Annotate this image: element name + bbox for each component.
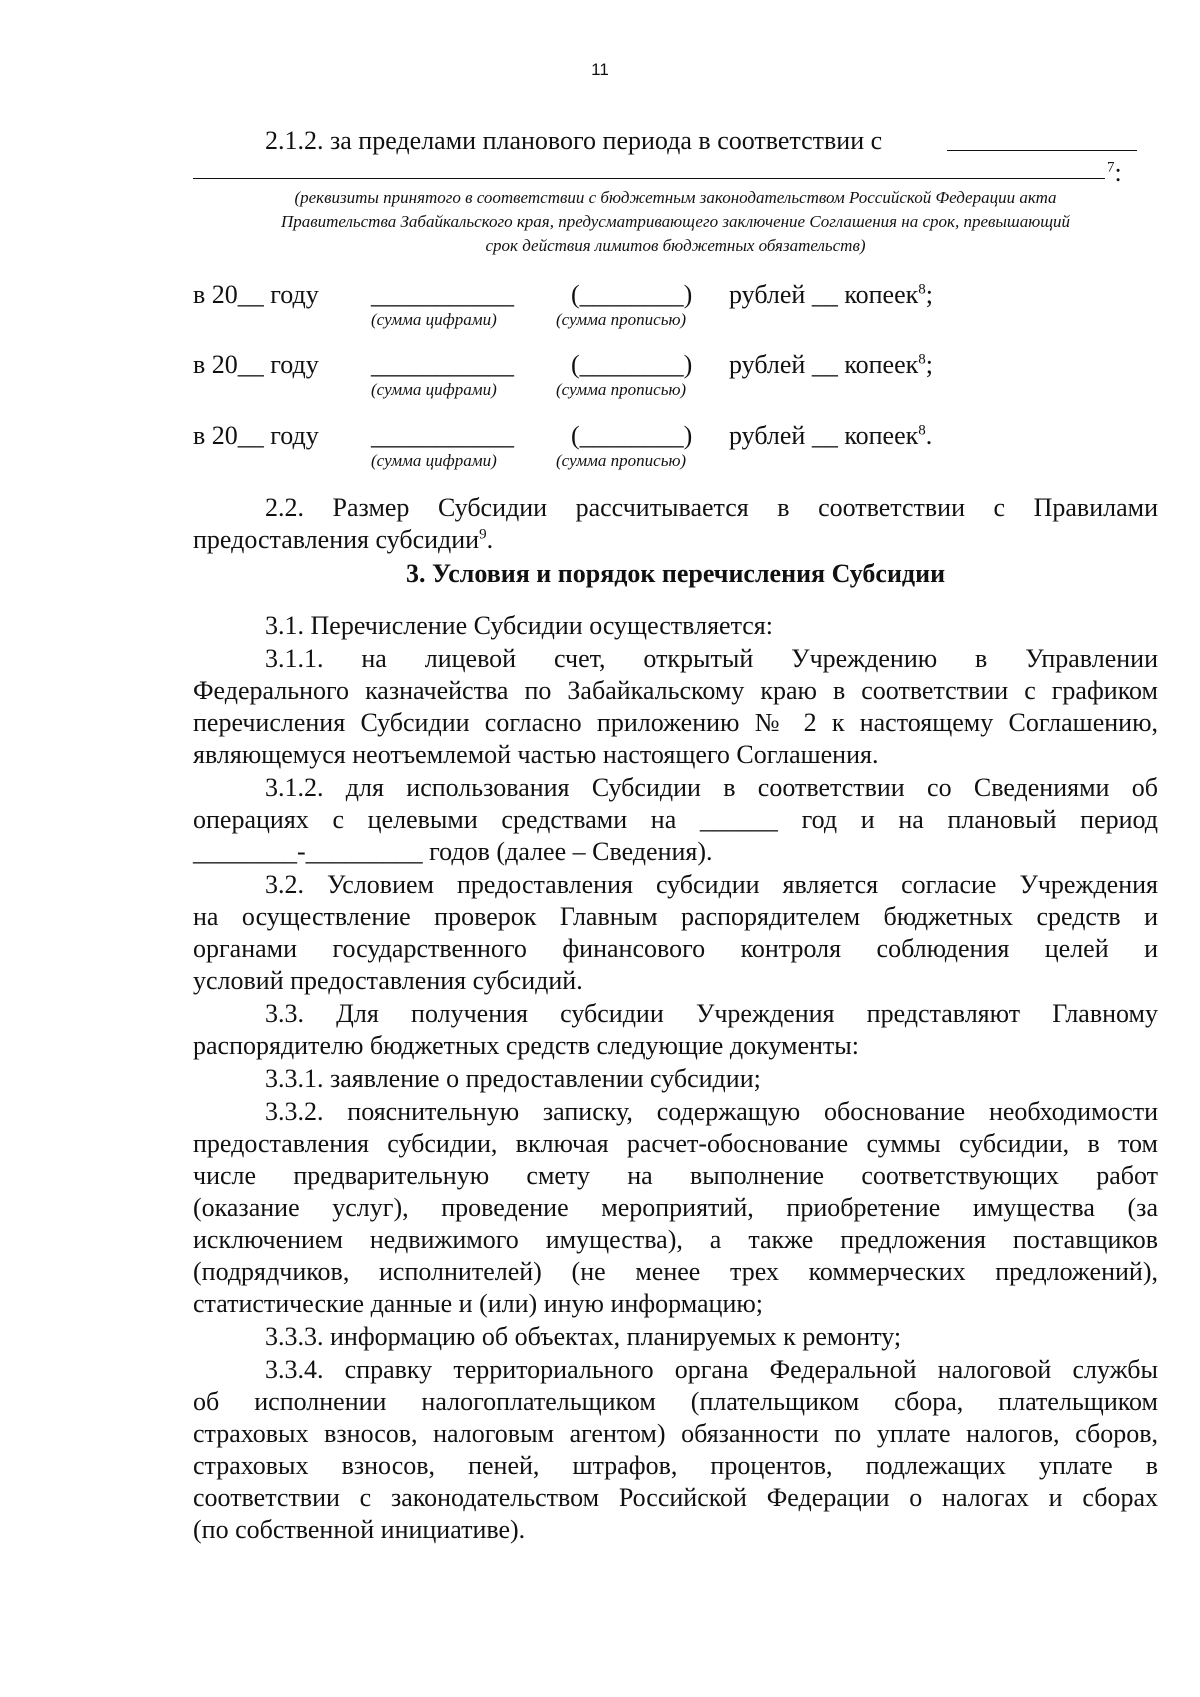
paragraph-3-2-line: на осуществление проверок Главным распорядителем бюджетных средств и bbox=[193, 902, 1158, 931]
paragraph-3-3-2-line: (подрядчиков, исполнителей) (не менее трех коммерческих предложений), bbox=[193, 1257, 1158, 1286]
paragraph-3-2-line: условий предоставления субсидий. bbox=[193, 966, 583, 995]
year-row-rubles bbox=[729, 280, 933, 310]
paragraph-3-1-2-line: 3.1.2. для использования Субсидии в соответствии со Сведениями об bbox=[265, 773, 1158, 802]
clause-2-1-2-ending bbox=[1107, 157, 1122, 189]
rubles-text: рублей __ копеек bbox=[729, 280, 919, 309]
year-row-1 bbox=[193, 280, 1158, 340]
reference-note-line-2: Правительства Забайкальского края, предусматривающего заключение Соглашения на срок, превышающий bbox=[280, 212, 1071, 231]
footnote-mark-9: 9 bbox=[479, 526, 487, 543]
year-row-end: ; bbox=[925, 350, 933, 379]
paragraph-2-2-end: . bbox=[486, 525, 494, 554]
paragraph-3-3-4-line: страховых взносов, налоговым агентом) обязанности по уплате налогов, сборов, bbox=[193, 1419, 1158, 1448]
paragraph-3-1-2-line: операциях с целевыми средствами на ______ год и на плановый период bbox=[193, 805, 1158, 834]
paragraph-3-1: 3.1. Перечисление Субсидии осуществляется: bbox=[265, 611, 773, 640]
footnote-mark-8: 8 bbox=[918, 351, 926, 368]
sum-words-caption: (сумма прописью) bbox=[556, 451, 687, 470]
paragraph-3-3-4-line: соответствии с законодательством Российской Федерации о налогах и сборах bbox=[193, 1483, 1158, 1512]
year-row-prefix: в 20__ году bbox=[193, 350, 319, 379]
paragraph-3-3-4-line: 3.3.4. справку территориального органа Федеральной налоговой службы bbox=[265, 1355, 1158, 1384]
paragraph-3-1-2-line: ________-_________ годов (далее – Сведения). bbox=[193, 837, 713, 866]
paragraph-3-3-4-line: (по собственной инициативе). bbox=[193, 1515, 526, 1544]
sum-words-blank: (________) bbox=[571, 421, 693, 450]
paragraph-3-1-1-line: Федерального казначейства по Забайкальскому краю в соответствии с графиком bbox=[193, 676, 1158, 705]
clause-2-1-2-text: 2.1.2. за пределами планового периода в соответствии с bbox=[265, 126, 883, 155]
paragraph-3-2-line: 3.2. Условием предоставления субсидии является согласие Учреждения bbox=[265, 870, 1158, 899]
reference-note bbox=[193, 186, 1158, 258]
sum-digits-caption: (сумма цифрами) bbox=[371, 380, 497, 399]
footnote-mark-7: 7 bbox=[1107, 159, 1115, 176]
sum-digits-blank: ___________ bbox=[371, 280, 514, 309]
paragraph-3-3-2-line: (оказание услуг), проведение мероприятий, приобретение имущества (за bbox=[193, 1193, 1158, 1222]
reference-note-line-1: (реквизиты принятого в соответствии с бюджетным законодательством Российской Федерации акта bbox=[294, 188, 1057, 207]
reference-blank-line bbox=[947, 150, 1137, 151]
sum-digits-caption: (сумма цифрами) bbox=[371, 451, 497, 470]
paragraph-3-3-2-line: числе предварительную смету на выполнение соответствующих работ bbox=[193, 1161, 1158, 1190]
paragraph-2-2-text: предоставления субсидии bbox=[193, 525, 480, 554]
year-row-3 bbox=[193, 421, 1158, 481]
paragraph-3-3-line: распорядителю бюджетных средств следующие документы: bbox=[193, 1031, 859, 1060]
clause-2-1-2-colon: : bbox=[1114, 158, 1122, 187]
paragraph-3-3-4-line: об исполнении налогоплательщиком (плательщиком сбора, плательщиком bbox=[193, 1387, 1158, 1416]
paragraph-3-3-2-line: предоставления субсидии, включая расчет-обоснование суммы субсидии, в том bbox=[193, 1129, 1158, 1158]
year-row-end: . bbox=[925, 421, 933, 450]
sum-words-caption: (сумма прописью) bbox=[556, 310, 687, 329]
sum-words-blank: (________) bbox=[571, 280, 693, 309]
paragraph-3-2-line: органами государственного финансового контроля соблюдения целей и bbox=[193, 934, 1158, 963]
sum-digits-blank: ___________ bbox=[371, 421, 514, 450]
paragraph-3-3-1: 3.3.1. заявление о предоставлении субсидии; bbox=[265, 1064, 761, 1093]
rubles-text: рублей __ копеек bbox=[729, 421, 919, 450]
year-row-rubles bbox=[729, 350, 933, 380]
paragraph-3-1-1-line: перечисления Субсидии согласно приложению № 2 к настоящему Соглашению, bbox=[193, 708, 1158, 737]
reference-full-line bbox=[193, 178, 1105, 179]
paragraph-3-3-4-line: страховых взносов, пеней, штрафов, процентов, подлежащих уплате в bbox=[193, 1451, 1158, 1480]
paragraph-3-3-2-line: статистические данные и (или) иную информацию; bbox=[193, 1289, 764, 1318]
year-row-end: ; bbox=[925, 280, 933, 309]
paragraph-3-3-2-line: 3.3.2. пояснительную записку, содержащую обоснование необходимости bbox=[265, 1097, 1158, 1126]
sum-words-caption: (сумма прописью) bbox=[556, 380, 687, 399]
year-row-prefix: в 20__ году bbox=[193, 280, 319, 309]
paragraph-2-2-line-2 bbox=[193, 524, 1158, 556]
sum-words-blank: (________) bbox=[571, 350, 693, 379]
year-row-2 bbox=[193, 350, 1158, 410]
paragraph-3-3-3: 3.3.3. информацию об объектах, планируемых к ремонту; bbox=[265, 1322, 902, 1351]
paragraph-3-1-1-line: 3.1.1. на лицевой счет, открытый Учреждению в Управлении bbox=[265, 644, 1158, 673]
page-number: 11 bbox=[591, 60, 609, 79]
paragraph-3-3-line: 3.3. Для получения субсидии Учреждения представляют Главному bbox=[265, 999, 1158, 1028]
footnote-mark-8: 8 bbox=[918, 281, 926, 298]
reference-note-line-3: срок действия лимитов бюджетных обязательств) bbox=[485, 236, 866, 255]
sum-digits-caption: (сумма цифрами) bbox=[371, 310, 497, 329]
clause-2-1-2 bbox=[265, 125, 1158, 157]
year-row-rubles bbox=[729, 421, 932, 451]
paragraph-2-2-line-1: 2.2. Размер Субсидии рассчитывается в соответствии с Правилами bbox=[265, 493, 1158, 522]
sum-digits-blank: ___________ bbox=[371, 350, 514, 379]
paragraph-3-1-1-line: являющемуся неотъемлемой частью настоящего Соглашения. bbox=[193, 740, 879, 769]
rubles-text: рублей __ копеек bbox=[729, 350, 919, 379]
year-row-prefix: в 20__ году bbox=[193, 421, 319, 450]
paragraph-3-3-2-line: исключением недвижимого имущества), а также предложения поставщиков bbox=[193, 1225, 1158, 1254]
footnote-mark-8: 8 bbox=[918, 422, 926, 439]
section-3-heading: 3. Условия и порядок перечисления Субсидии bbox=[405, 559, 946, 588]
